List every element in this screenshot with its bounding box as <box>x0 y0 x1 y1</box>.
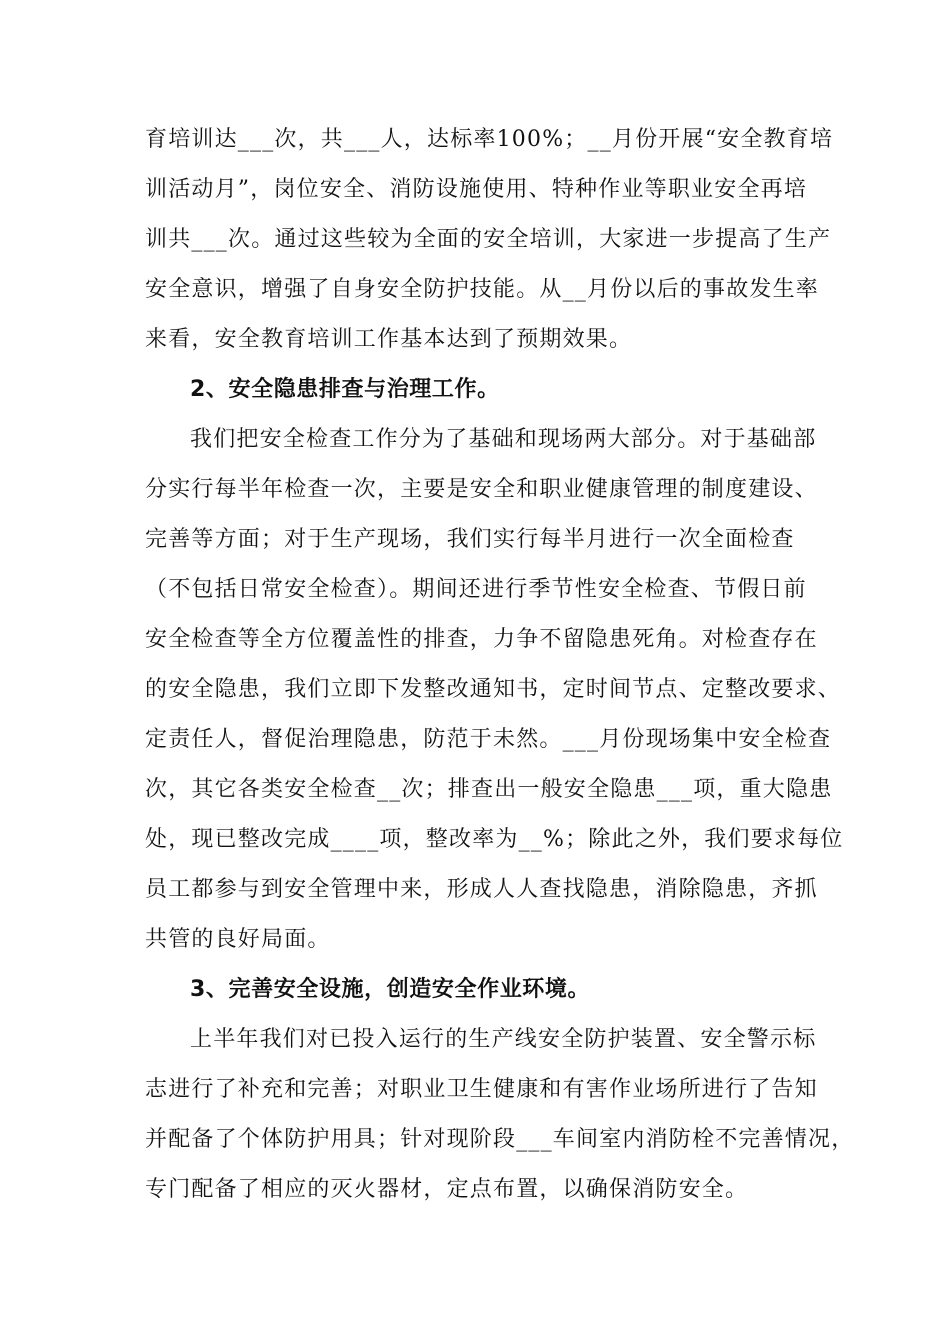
section-2-line-10: 员工都参与到安全管理中来，形成人人查找隐患，消除隐患，齐抓 <box>145 877 818 902</box>
section-2-heading: 2、安全隐患排查与治理工作。 <box>190 377 500 402</box>
section-2-line-9: 处，现已整改完成____项，整改率为__%；除此之外，我们要求每位 <box>145 827 844 852</box>
section-2-line-11: 共管的良好局面。 <box>145 927 331 952</box>
section-3-line-1: 上半年我们对已投入运行的生产线安全防护装置、安全警示标 <box>190 1027 817 1052</box>
section-2-line-1: 我们把安全检查工作分为了基础和现场两大部分。对于基础部 <box>190 427 817 452</box>
section-2-line-8: 次，其它各类安全检查__次；排查出一般安全隐患___项，重大隐患 <box>145 777 833 802</box>
section-2-line-4: （不包括日常安全检查）。期间还进行季节性安全检查、节假日前 <box>145 577 807 602</box>
paragraph-1-line-1: 育培训达___次，共___人，达标率100%；__月份开展“安全教育培 <box>145 127 834 152</box>
section-3-line-3: 并配备了个体防护用具；针对现阶段___车间室内消防栓不完善情况， <box>145 1127 855 1152</box>
section-2-line-2: 分实行每半年检查一次，主要是安全和职业健康管理的制度建设、 <box>145 477 818 502</box>
section-3-line-4: 专门配备了相应的灭火器材，定点布置，以确保消防安全。 <box>145 1177 749 1202</box>
section-2-line-7: 定责任人，督促治理隐患，防范于未然。___月份现场集中安全检查 <box>145 727 832 752</box>
section-2-line-5: 安全检查等全方位覆盖性的排查，力争不留隐患死角。对检查存在 <box>145 627 818 652</box>
section-3-line-2: 志进行了补充和完善；对职业卫生健康和有害作业场所进行了告知 <box>145 1077 818 1102</box>
section-2-line-6: 的安全隐患，我们立即下发整改通知书，定时间节点、定整改要求、 <box>145 677 842 702</box>
section-2-line-3: 完善等方面；对于生产现场，我们实行每半月进行一次全面检查 <box>145 527 795 552</box>
paragraph-1-line-3: 训共___次。通过这些较为全面的安全培训，大家进一步提高了生产 <box>145 227 832 252</box>
paragraph-1-line-2: 训活动月”，岗位安全、消防设施使用、特种作业等职业安全再培 <box>145 177 808 202</box>
section-3-heading: 3、完善安全设施，创造安全作业环境。 <box>190 977 591 1002</box>
paragraph-1-line-4: 安全意识，增强了自身安全防护技能。从__月份以后的事故发生率 <box>145 277 820 302</box>
paragraph-1-line-5: 来看，安全教育培训工作基本达到了预期效果。 <box>145 327 633 352</box>
